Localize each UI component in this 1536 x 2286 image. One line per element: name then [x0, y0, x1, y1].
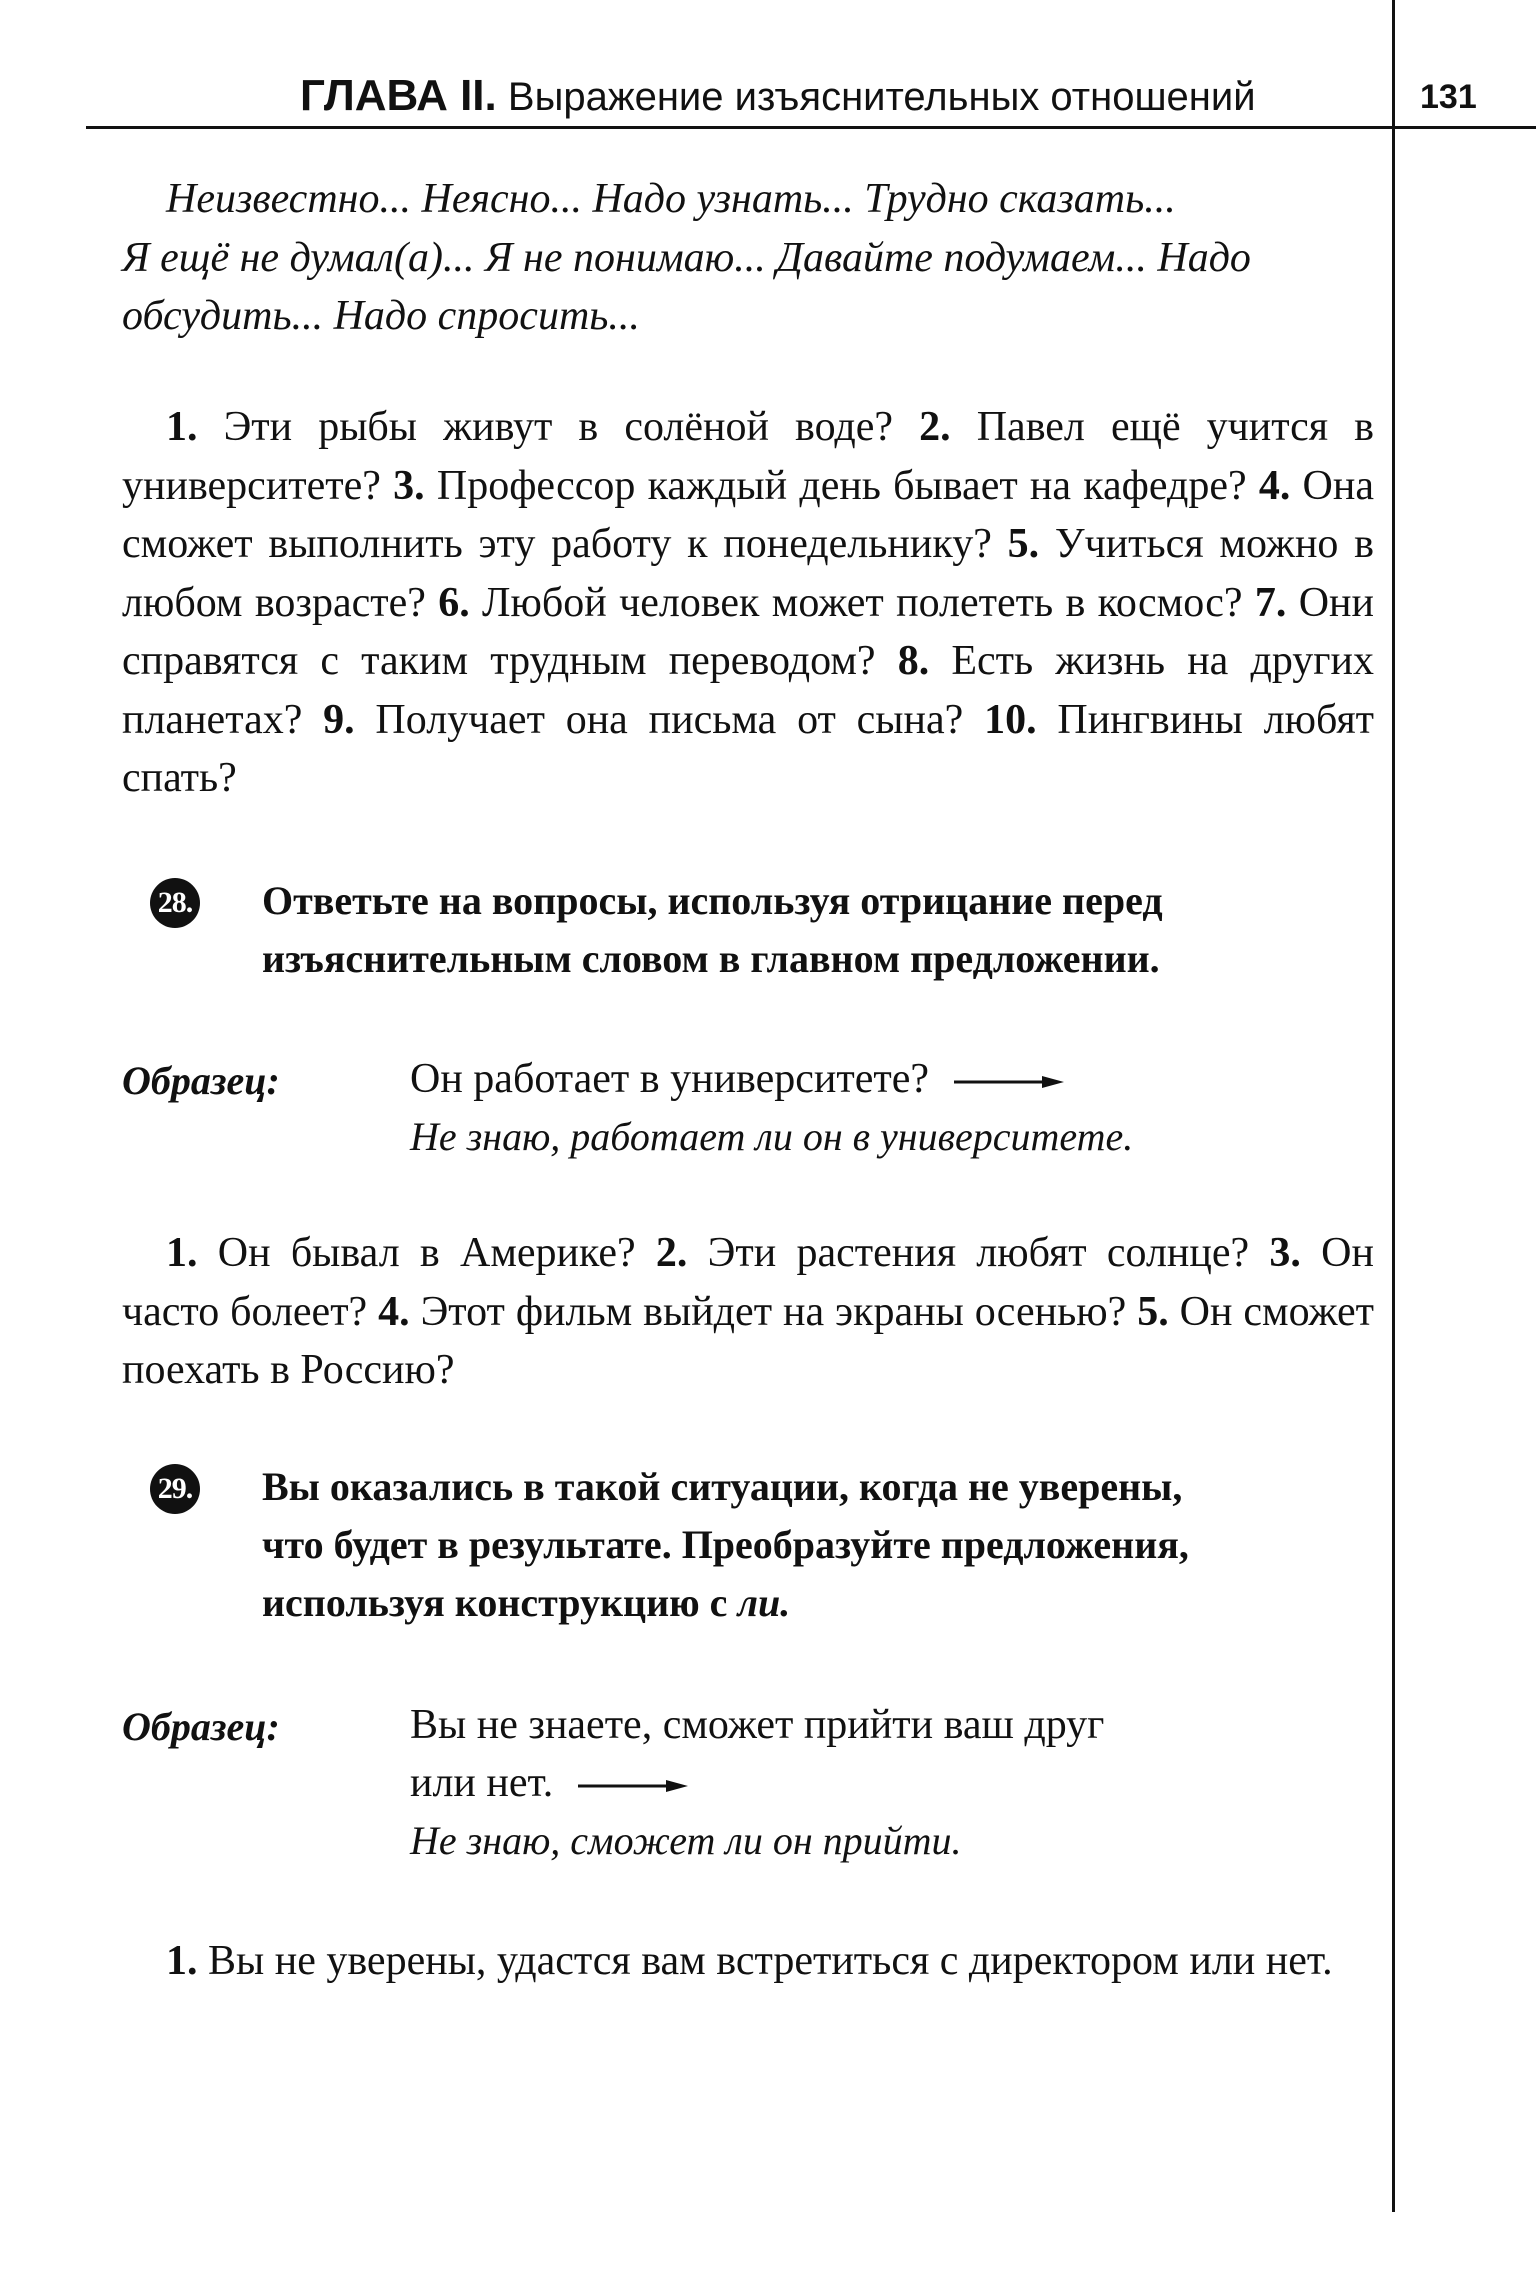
item-number: 5.	[1137, 1288, 1169, 1335]
sample-question-text: или нет.	[410, 1760, 554, 1806]
exercise-title-line: изъяснительным словом в главном предложении.	[262, 936, 1160, 981]
exercise-title	[262, 872, 1362, 988]
item	[166, 404, 919, 450]
sample-question	[410, 1050, 1064, 1108]
exercise-number-badge: 29.	[150, 1464, 200, 1514]
item-number: 1.	[166, 1230, 198, 1276]
sample-question: Вы не знаете, сможет прийти ваш друг	[410, 1702, 1105, 1748]
intro-line: Неизвестно... Неясно... Надо узнать... Трудно сказать...	[166, 176, 1176, 222]
item	[378, 1289, 1137, 1335]
item-text: Любой человек может полететь в космос?	[469, 579, 1255, 626]
item-text: Они справятся с таким трудным переводом?	[122, 579, 1374, 684]
arrow-right-icon	[954, 1075, 1064, 1089]
exercise-title-line	[262, 1574, 1362, 1632]
item-text: Этот фильм выйдет на экраны осенью?	[409, 1288, 1138, 1335]
exercise-title-emphasis: ли.	[737, 1580, 791, 1625]
sample-label: Образец:	[122, 1058, 280, 1103]
intro-phrases	[122, 170, 1374, 346]
item-text: Эти рыбы живут в солёной воде?	[197, 404, 920, 450]
chapter-header	[300, 72, 1380, 121]
item-text: Он сможет поехать в Россию?	[122, 1288, 1375, 1393]
item	[166, 1230, 656, 1276]
margin-rule	[1392, 0, 1395, 2212]
item-number: 2.	[655, 1230, 688, 1276]
sample-answer: Не знаю, работает ли он в университете.	[410, 1114, 1134, 1159]
item-text: Эти растения любят солнце?	[687, 1230, 1270, 1276]
item-text: Вы не уверены, удастся вам встретиться с директором или нет.	[197, 1938, 1333, 1984]
item-number: 3.	[1269, 1230, 1301, 1276]
header-rule	[86, 126, 1536, 129]
sample-question-text: Он работает в университете?	[410, 1056, 930, 1102]
item	[323, 697, 984, 743]
item-text: Она сможет выполнить эту работу к понедельнику?	[122, 462, 1374, 567]
item-text: Получает она письма от сына?	[354, 696, 985, 743]
item-text: Учиться можно в любом возрасте?	[122, 521, 1375, 626]
exercise-title	[262, 1458, 1362, 1632]
item-number: 4.	[1258, 462, 1291, 509]
exercise-title-line: Вы оказались в такой ситуации, когда не уверены,	[262, 1464, 1183, 1509]
exercise-number-badge: 28.	[150, 878, 200, 928]
exercise28-items	[122, 1224, 1374, 1400]
item	[393, 463, 1259, 509]
sample-answer: Не знаю, сможет ли он прийти.	[410, 1818, 962, 1863]
item-text: Профессор каждый день бывает на кафедре?	[424, 462, 1259, 509]
exercise-title-line: Ответьте на вопросы, используя отрицание перед	[262, 878, 1163, 923]
item-text: Он часто болеет?	[122, 1230, 1374, 1335]
item-number: 5.	[1007, 521, 1040, 567]
item-number: 8.	[897, 638, 930, 684]
exercise27-items	[122, 398, 1374, 808]
arrow-right-icon	[578, 1779, 688, 1793]
item-number: 10.	[984, 696, 1037, 743]
page-number: 131	[1420, 78, 1477, 116]
item-number: 4.	[378, 1288, 410, 1335]
item-number: 1.	[166, 1938, 198, 1984]
item-number: 6.	[438, 579, 470, 626]
item-text: Павел ещё учится в университете?	[122, 404, 1374, 509]
chapter-title: Выражение изъяснительных отношений	[507, 75, 1256, 119]
sample-label: Образец:	[122, 1704, 280, 1749]
item	[166, 1938, 1333, 1984]
item-text: Он бывал в Америке?	[197, 1230, 656, 1276]
item	[656, 1230, 1270, 1276]
item	[438, 580, 1255, 626]
item-number: 2.	[919, 404, 951, 450]
exercise29-items	[122, 1932, 1374, 1991]
item-number: 7.	[1254, 579, 1287, 626]
exercise-title-text: используя конструкцию с	[262, 1580, 738, 1625]
intro-line: Я ещё не думал(а)... Я не понимаю... Давайте подумаем... Надо	[122, 234, 1251, 281]
item-text: Есть жизнь на других планетах?	[122, 638, 1374, 743]
sample-question	[410, 1754, 688, 1812]
item-number: 3.	[393, 462, 425, 509]
item-number: 9.	[323, 696, 355, 743]
exercise-title-line: что будет в результате. Преобразуйте предложения,	[262, 1522, 1189, 1567]
chapter-label: ГЛАВА II.	[300, 71, 497, 120]
intro-line: обсудить... Надо спросить...	[122, 293, 640, 339]
item-text: Пингвины любят спать?	[122, 696, 1374, 801]
item-number: 1.	[166, 404, 198, 450]
